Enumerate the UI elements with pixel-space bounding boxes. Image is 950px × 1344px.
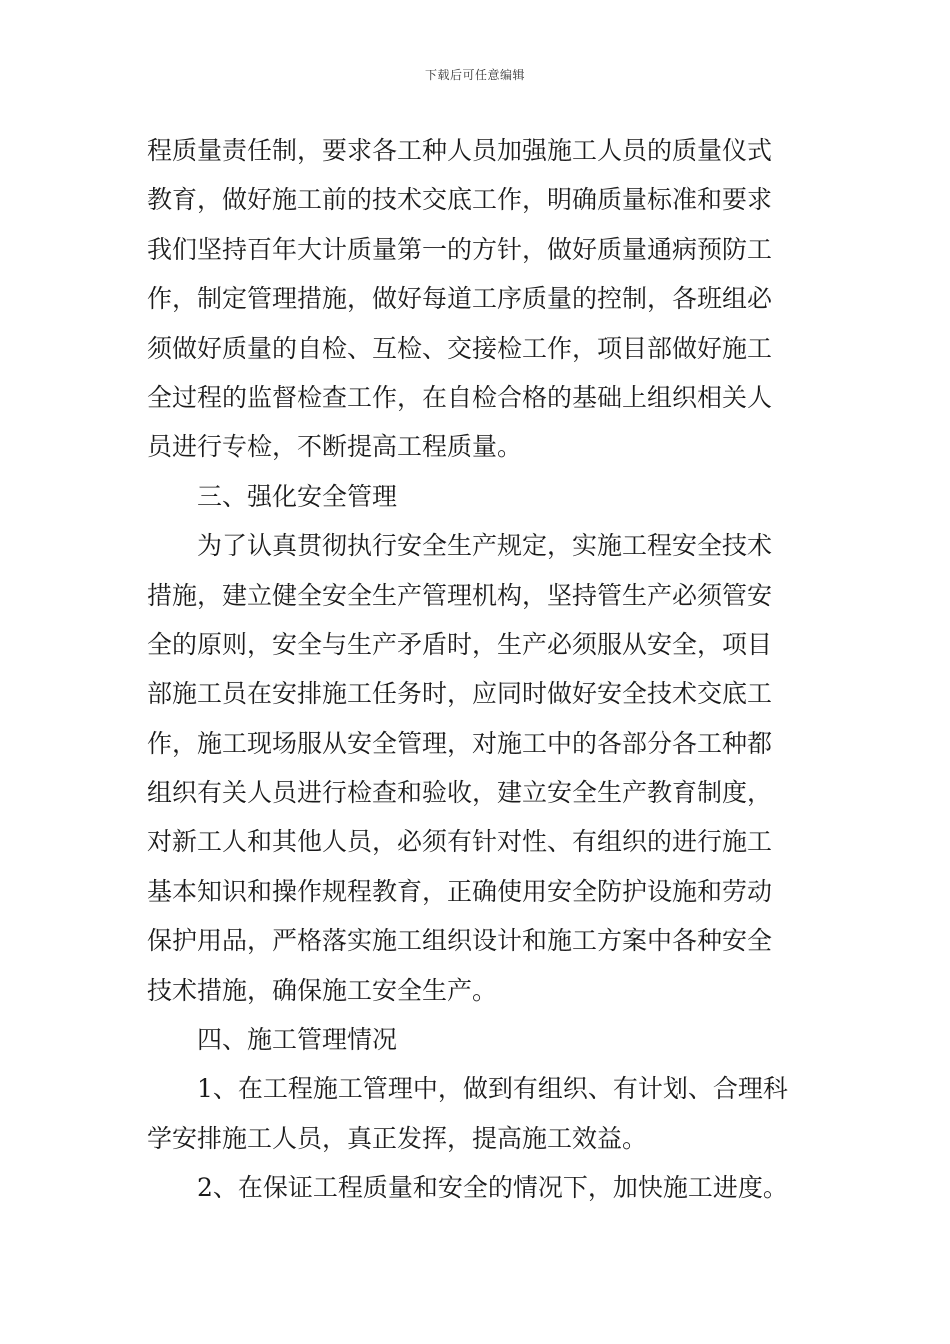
text-line: 组织有关人员进行检查和验收，建立安全生产教育制度， [147,778,773,808]
text-line: 作，制定管理措施，做好每道工序质量的控制，各班组必 [147,284,773,314]
text-line: 我们坚持百年大计质量第一的方针，做好质量通病预防工 [147,234,773,264]
document-body [147,126,809,1213]
page-header: 下载后可任意编辑 [424,68,525,82]
text-line: 部施工员在安排施工任务时，应同时做好安全技术交底工 [147,679,773,709]
text-line: 基本知识和操作规程教育，正确使用安全防护设施和劳动 [147,876,773,906]
text-line: 为了认真贯彻执行安全生产规定，实施工程安全技术 [197,531,773,561]
text-line: 程质量责任制，要求各工种人员加强施工人员的质量仪式 [147,136,773,165]
text-line: 全的原则，安全与生产矛盾时，生产必须服从安全，项目 [147,629,773,659]
text-line: 学安排施工人员，真正发挥，提高施工效益。 [147,1123,648,1153]
text-line: 作，施工现场服从安全管理，对施工中的各部分各工种都 [147,728,773,758]
text-line: 2、在保证工程质量和安全的情况下，加快施工进度。 [197,1173,788,1203]
text-line: 员进行专检，不断提高工程质量。 [147,432,523,462]
section-heading: 四、施工管理情况 [197,1025,398,1055]
text-line: 措施，建立健全安全生产管理机构，坚持管生产必须管安 [147,580,773,610]
text-line: 1、在工程施工管理中，做到有组织、有计划、合理科 [197,1074,788,1104]
text-line: 保护用品，严格落实施工组织设计和施工方案中各种安全 [147,926,773,956]
text-line: 对新工人和其他人员，必须有针对性、有组织的进行施工 [147,827,773,857]
section-heading: 三、强化安全管理 [197,481,398,511]
text-line: 全过程的监督检查工作，在自检合格的基础上组织相关人 [147,382,773,412]
text-line: 须做好质量的自检、互检、交接检工作，项目部做好施工 [147,333,773,363]
text-line: 技术措施，确保施工安全生产。 [147,975,498,1005]
text-line: 教育，做好施工前的技术交底工作，明确质量标准和要求 [147,185,773,215]
